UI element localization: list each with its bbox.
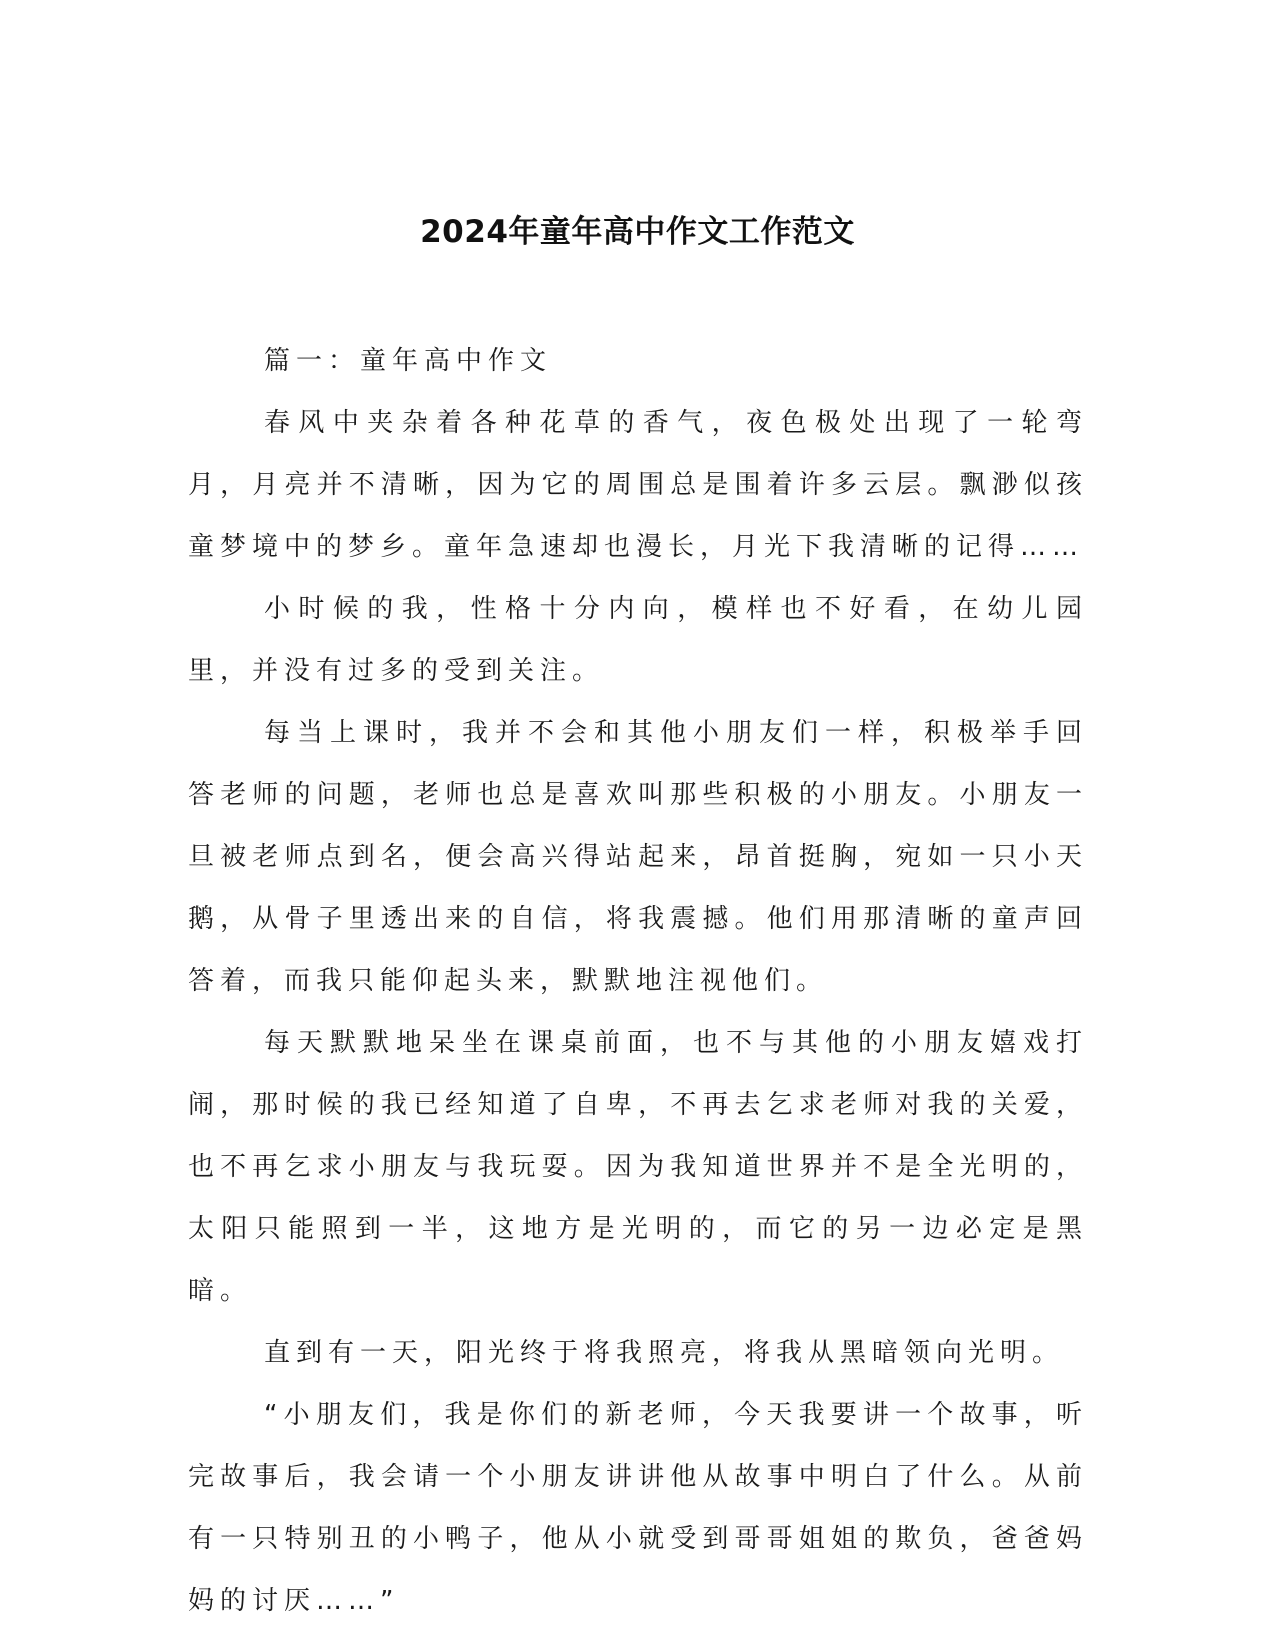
document-title: 2024年童年高中作文工作范文: [420, 214, 855, 250]
body-paragraph: 直到有一天，阳光终于将我照亮，将我从黑暗领向光明。: [264, 1338, 1065, 1368]
body-paragraph: 每当上课时，我并不会和其他小朋友们一样，积极举手回答老师的问题，老师也总是喜欢叫那些积极的小朋友。小朋友一旦被老师点到名，便会高兴得站起来，昂首挺胸，宛如一只小天鹅，从骨子里透出来的自信，将我震撼。他们用那清晰的童声回答着，而我只能仰起头来，默默地注视他们。: [188, 718, 1088, 996]
section-heading: 篇一：童年高中作文: [264, 346, 553, 376]
body-paragraph: 春风中夹杂着各种花草的香气，夜色极处出现了一轮弯月，月亮并不清晰，因为它的周围总是围着许多云层。飘渺似孩童梦境中的梦乡。童年急速却也漫长，月光下我清晰的记得……: [188, 408, 1088, 562]
body-paragraph: 每天默默地呆坐在课桌前面，也不与其他的小朋友嬉戏打闹，那时候的我已经知道了自卑，不再去乞求老师对我的关爱，也不再乞求小朋友与我玩耍。因为我知道世界并不是全光明的，太阳只能照到一半，这地方是光明的，而它的另一边必定是黑暗。: [188, 1028, 1088, 1306]
document-body: [188, 330, 1088, 1632]
body-paragraph: “小朋友们，我是你们的新老师，今天我要讲一个故事，听完故事后，我会请一个小朋友讲讲他从故事中明白了什么。从前有一只特别丑的小鸭子，他从小就受到哥哥姐姐的欺负，爸爸妈妈的讨厌……”: [188, 1400, 1088, 1616]
body-paragraph: 小时候的我，性格十分内向，模样也不好看，在幼儿园里，并没有过多的受到关注。: [188, 594, 1088, 686]
